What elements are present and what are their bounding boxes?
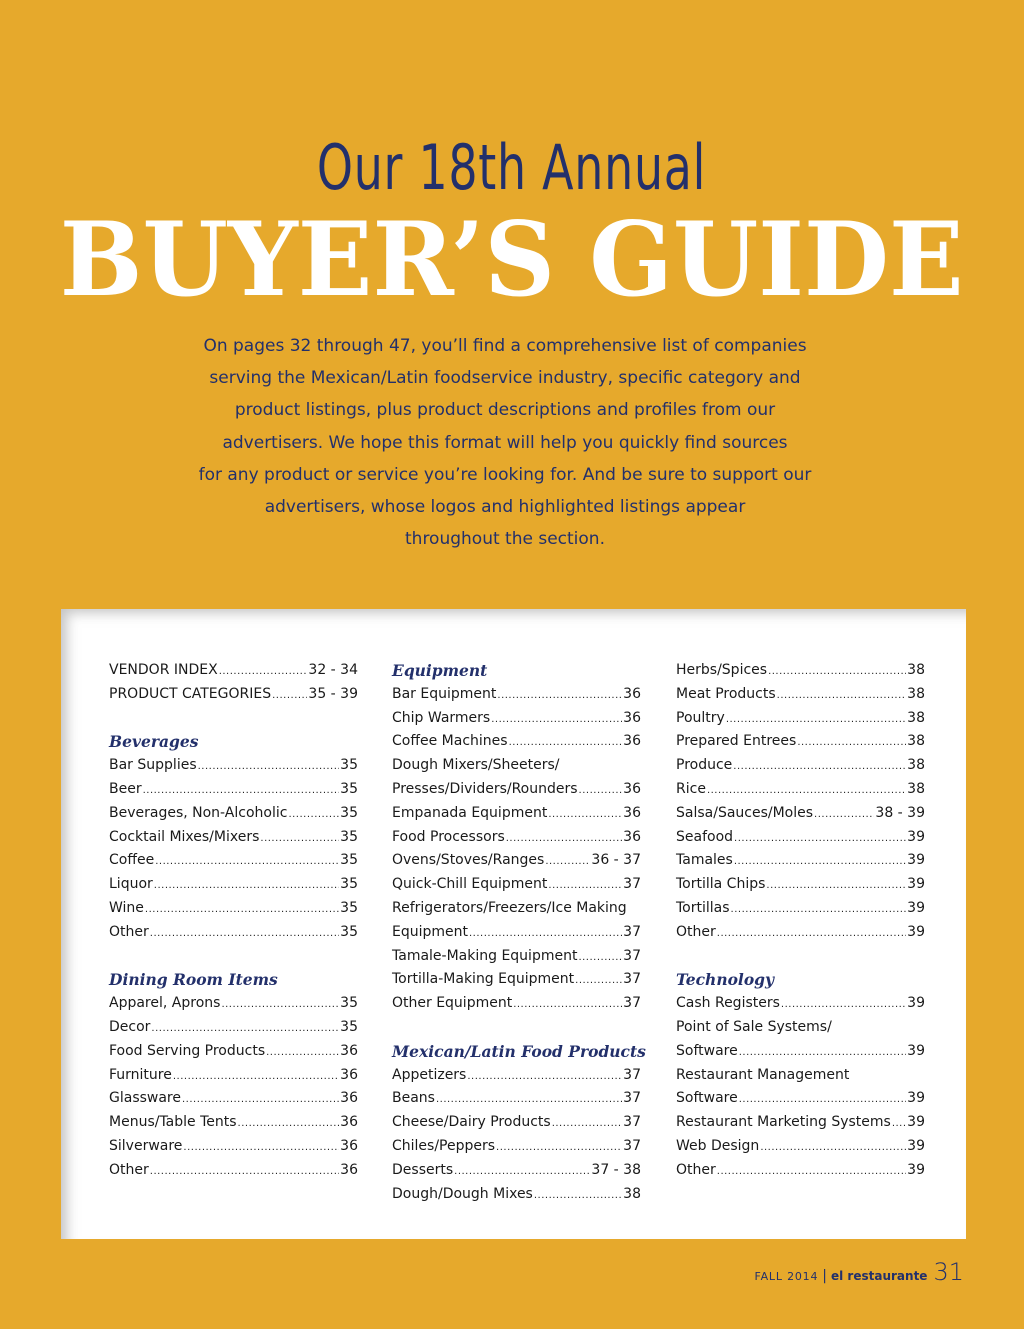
entry-label: Chip Warmers [392, 709, 491, 726]
entry-page: 36 [340, 1066, 358, 1083]
index-entry [676, 1159, 925, 1183]
entry-label: Empanada Equipment [392, 804, 548, 821]
intro-line: On pages 32 through 47, you’ll find a comprehensive list of companies [203, 336, 807, 356]
page-footer [754, 1258, 964, 1288]
entry-page: 37 [623, 1090, 641, 1107]
entry-page: 35 [340, 995, 358, 1012]
entry-label: Other [676, 923, 716, 940]
entry-page: 37 - 38 [591, 1161, 641, 1178]
index-entry [676, 754, 925, 778]
dot-leader [575, 969, 622, 993]
entry-page: 36 [623, 709, 641, 726]
index-entry [109, 754, 358, 778]
entry-page: 37 [623, 947, 641, 964]
entry-label: Food Serving Products [109, 1042, 266, 1059]
index-entry [392, 802, 641, 826]
dot-leader [731, 898, 907, 922]
entry-label: Other Equipment [392, 995, 513, 1012]
entry-label: Herbs/Spices [676, 662, 768, 678]
index-entry [109, 1064, 358, 1088]
index-entry [676, 897, 925, 921]
index-entry [109, 992, 358, 1016]
index-entry [109, 1087, 358, 1111]
dot-leader [497, 684, 622, 708]
entry-page: 38 [907, 733, 925, 750]
issue-label: FALL 2014 [754, 1270, 819, 1283]
entry-page: 35 [340, 876, 358, 893]
dot-leader [183, 1136, 339, 1160]
dot-leader [151, 1017, 339, 1041]
entry-page: 37 [623, 923, 641, 940]
index-entry [392, 1183, 641, 1207]
index-entry [109, 683, 358, 707]
dot-leader [892, 1112, 906, 1136]
dot-leader [707, 779, 906, 803]
index-entry [676, 873, 925, 897]
entry-label: Prepared Entrees [676, 733, 797, 750]
entry-page: 32 - 34 [308, 662, 358, 678]
index-entry [109, 1040, 358, 1064]
index-entry [392, 1135, 641, 1159]
entry-label: Appetizers [392, 1066, 467, 1083]
dot-leader [506, 827, 622, 851]
entry-label: Meat Products [676, 685, 776, 702]
intro-line: throughout the section. [405, 529, 605, 550]
index-entry [676, 826, 925, 850]
index-column-1 [109, 659, 358, 1183]
dot-leader [534, 1184, 622, 1208]
entry-page: 35 [340, 899, 358, 916]
index-entry [676, 1135, 925, 1159]
entry-label: VENDOR INDEX [109, 662, 218, 678]
dot-leader [717, 922, 906, 946]
entry-label: Tortilla Chips [676, 876, 766, 893]
entry-page: 36 [623, 733, 641, 750]
dot-leader [469, 922, 622, 946]
intro-line: serving the Mexican/Latin foodservice industry, specific category and [209, 368, 801, 389]
dot-leader [726, 708, 906, 732]
dot-leader [454, 1160, 590, 1184]
entry-page: 35 [340, 1018, 358, 1035]
entry-page: 36 [623, 804, 641, 821]
entry-label: Silverware [109, 1137, 183, 1154]
index-entry [109, 1111, 358, 1135]
entry-label: Software [676, 1090, 738, 1107]
entry-page: 36 [623, 780, 641, 797]
index-entry [676, 730, 925, 754]
dot-leader [552, 1112, 622, 1136]
dot-leader [781, 993, 906, 1017]
entry-page: 39 [907, 852, 925, 869]
entry-label: Cocktail Mixes/Mixers [109, 828, 260, 845]
intro-line: advertisers. We hope this format will help you quickly find sources [222, 432, 788, 453]
entry-label: Glassware [109, 1090, 181, 1107]
dot-leader [219, 660, 308, 684]
entry-page: 39 [907, 899, 925, 916]
entry-label: Food Processors [392, 828, 505, 845]
index-entry [392, 1087, 641, 1111]
index-column-2 [392, 659, 646, 1206]
index-entry [676, 992, 925, 1016]
index-entry [109, 849, 358, 873]
index-column-3 [676, 659, 925, 1183]
entry-page: 37 [623, 971, 641, 988]
index-entry [392, 1159, 641, 1183]
entry-page: 35 [340, 852, 358, 869]
section-spacer [392, 1016, 641, 1040]
title-subheading: Our 18th Annual [316, 131, 707, 204]
entry-label: Tortillas [676, 899, 730, 916]
entry-page: 36 [340, 1161, 358, 1178]
entry-page: 39 [907, 1137, 925, 1154]
section-heading: Beverages [109, 732, 199, 752]
magazine-name: el restaurante [831, 1269, 928, 1283]
dot-leader [272, 684, 307, 708]
entry-label: Salsa/Sauces/Moles [676, 804, 814, 821]
index-entry [109, 1135, 358, 1159]
entry-label: Beans [392, 1090, 435, 1107]
index-entry [392, 849, 641, 873]
entry-page: 35 [340, 923, 358, 940]
dot-leader [545, 850, 590, 874]
dot-leader [467, 1065, 622, 1089]
footer-separator: | [822, 1268, 827, 1284]
dot-leader [513, 993, 622, 1017]
dot-leader [777, 684, 907, 708]
dot-leader [734, 827, 906, 851]
entry-page: 35 [340, 757, 358, 774]
entry-label: Decor [109, 1018, 151, 1035]
intro-line: for any product or service you’re looking for. And be sure to support our [198, 464, 812, 485]
intro-line: advertisers, whose logos and highlighted listings appear [264, 497, 746, 518]
entry-page: 36 [340, 1137, 358, 1154]
index-entry [676, 1111, 925, 1135]
entry-page: 38 [623, 1185, 641, 1202]
index-entry [109, 778, 358, 802]
entry-page: 39 [907, 1090, 925, 1107]
entry-label: Tamales [676, 852, 733, 869]
dot-leader [288, 803, 339, 827]
entry-page: 39 [907, 1114, 925, 1131]
index-entry [109, 826, 358, 850]
index-entry [109, 659, 358, 683]
entry-label: Presses/Dividers/Rounders [392, 780, 578, 797]
page-title: BUYER’S GUIDE [59, 200, 964, 320]
index-entry [676, 683, 925, 707]
entry-label: Cheese/Dairy Products [392, 1114, 551, 1131]
dot-leader [266, 1041, 339, 1065]
dot-leader [221, 993, 339, 1017]
index-entry [676, 1040, 925, 1064]
section-heading: Mexican/Latin Food Products [392, 1041, 646, 1061]
index-entry [392, 921, 641, 945]
entry-label: Bar Supplies [109, 757, 197, 774]
entry-page: 37 [623, 1066, 641, 1083]
entry-label: PRODUCT CATEGORIES [109, 685, 272, 702]
dot-leader [145, 898, 339, 922]
dot-leader [717, 1160, 906, 1184]
section-heading: Dining Room Items [109, 970, 278, 990]
dot-leader [491, 708, 622, 732]
entry-page: 39 [907, 995, 925, 1012]
entry-label: Tamale-Making Equipment [392, 947, 578, 964]
dot-leader [739, 1041, 906, 1065]
entry-label: Seafood [676, 828, 734, 845]
index-entry [392, 945, 641, 969]
entry-label: Rice [676, 780, 706, 797]
dot-leader [797, 731, 906, 755]
entry-page: 38 [907, 757, 925, 774]
index-entry [392, 778, 641, 802]
entry-label: Liquor [109, 876, 153, 893]
index-entry [392, 707, 641, 731]
index-entry [676, 921, 925, 945]
intro-line: product listings, plus product descriptions and profiles from our [234, 400, 776, 421]
entry-page: 38 [907, 662, 925, 678]
index-entry [109, 873, 358, 897]
entry-page: 38 [907, 709, 925, 726]
index-entry [109, 802, 358, 826]
entry-label: Web Design [676, 1137, 760, 1154]
section-heading: Technology [676, 970, 775, 990]
index-entry [676, 802, 925, 826]
index-entry [392, 968, 641, 992]
section-spacer [676, 945, 925, 969]
dot-leader [150, 922, 339, 946]
dot-leader [739, 1088, 906, 1112]
index-entry [392, 873, 641, 897]
dot-leader [260, 827, 339, 851]
index-entry-line: Restaurant Management [676, 1066, 850, 1083]
index-entry-line: Point of Sale Systems/ [676, 1018, 832, 1035]
dot-leader [173, 1065, 339, 1089]
entry-page: 35 [340, 804, 358, 821]
index-entry [676, 659, 925, 683]
dot-leader [436, 1088, 622, 1112]
entry-label: Other [109, 923, 149, 940]
dot-leader [154, 874, 339, 898]
entry-page: 37 [623, 876, 641, 893]
entry-page: 38 [907, 780, 925, 797]
entry-page: 35 [340, 780, 358, 797]
entry-label: Bar Equipment [392, 685, 497, 702]
entry-label: Quick-Chill Equipment [392, 876, 548, 893]
dot-leader [238, 1112, 340, 1136]
dot-leader [155, 850, 339, 874]
entry-page: 36 [623, 685, 641, 702]
entry-label: Other [676, 1161, 716, 1178]
index-entry [676, 849, 925, 873]
entry-label: Beverages, Non-Alcoholic [109, 804, 288, 821]
dot-leader [143, 779, 340, 803]
intro-paragraph [150, 330, 860, 555]
entry-page: 39 [907, 828, 925, 845]
entry-label: Dough/Dough Mixes [392, 1185, 533, 1202]
index-entry [109, 897, 358, 921]
dot-leader [509, 731, 623, 755]
index-entry [676, 1087, 925, 1111]
index-entry [392, 1064, 641, 1088]
dot-leader [766, 874, 906, 898]
entry-page: 36 - 37 [591, 852, 641, 869]
section-heading: Equipment [392, 661, 488, 680]
index-entry [392, 1111, 641, 1135]
index-entry [392, 826, 641, 850]
entry-page: 37 [623, 1137, 641, 1154]
index-entry [392, 683, 641, 707]
dot-leader [150, 1160, 339, 1184]
index-entry [676, 778, 925, 802]
index-entry [109, 1159, 358, 1183]
dot-leader [496, 1136, 622, 1160]
dot-leader [579, 779, 623, 803]
entry-label: Beer [109, 780, 142, 797]
entry-page: 37 [623, 995, 641, 1012]
section-spacer [109, 707, 358, 731]
dot-leader [814, 803, 874, 827]
entry-label: Menus/Table Tents [109, 1114, 237, 1131]
entry-label: Coffee [109, 852, 155, 869]
entry-page: 38 - 39 [875, 804, 925, 821]
entry-label: Poultry [676, 709, 725, 726]
entry-page: 35 [340, 828, 358, 845]
index-entry-line: Dough Mixers/Sheeters/ [392, 757, 560, 774]
entry-label: Cash Registers [676, 995, 780, 1012]
entry-label: Apparel, Aprons [109, 995, 221, 1012]
entry-label: Software [676, 1042, 738, 1059]
entry-label: Tortilla-Making Equipment [392, 971, 575, 988]
entry-page: 38 [907, 685, 925, 702]
dot-leader [198, 755, 340, 779]
entry-label: Equipment [392, 923, 468, 940]
entry-page: 36 [340, 1114, 358, 1131]
index-entry-line: Refrigerators/Freezers/Ice Making [392, 899, 627, 916]
dot-leader [578, 946, 622, 970]
entry-label: Other [109, 1161, 149, 1178]
entry-label: Wine [109, 899, 144, 916]
entry-label: Coffee Machines [392, 733, 508, 750]
entry-label: Restaurant Marketing Systems [676, 1114, 891, 1131]
index-entry [392, 730, 641, 754]
entry-page: 39 [907, 1161, 925, 1178]
dot-leader [182, 1088, 339, 1112]
dot-leader [734, 850, 906, 874]
index-entry [392, 992, 641, 1016]
entry-label: Furniture [109, 1066, 172, 1083]
index-entry [109, 1016, 358, 1040]
dot-leader [548, 803, 622, 827]
page-number: 31 [933, 1258, 964, 1286]
entry-label: Ovens/Stoves/Ranges [392, 852, 545, 869]
entry-page: 36 [340, 1042, 358, 1059]
entry-page: 36 [340, 1090, 358, 1107]
dot-leader [768, 660, 906, 684]
section-spacer [109, 945, 358, 969]
dot-leader [548, 874, 622, 898]
entry-page: 36 [623, 828, 641, 845]
entry-page: 39 [907, 1042, 925, 1059]
index-entry [676, 707, 925, 731]
entry-label: Produce [676, 757, 733, 774]
entry-label: Desserts [392, 1161, 454, 1178]
entry-page: 39 [907, 876, 925, 893]
entry-page: 35 - 39 [308, 685, 358, 702]
dot-leader [760, 1136, 906, 1160]
entry-page: 37 [623, 1114, 641, 1131]
index-entry [109, 921, 358, 945]
dot-leader [733, 755, 906, 779]
entry-page: 39 [907, 923, 925, 940]
entry-label: Chiles/Peppers [392, 1137, 496, 1154]
